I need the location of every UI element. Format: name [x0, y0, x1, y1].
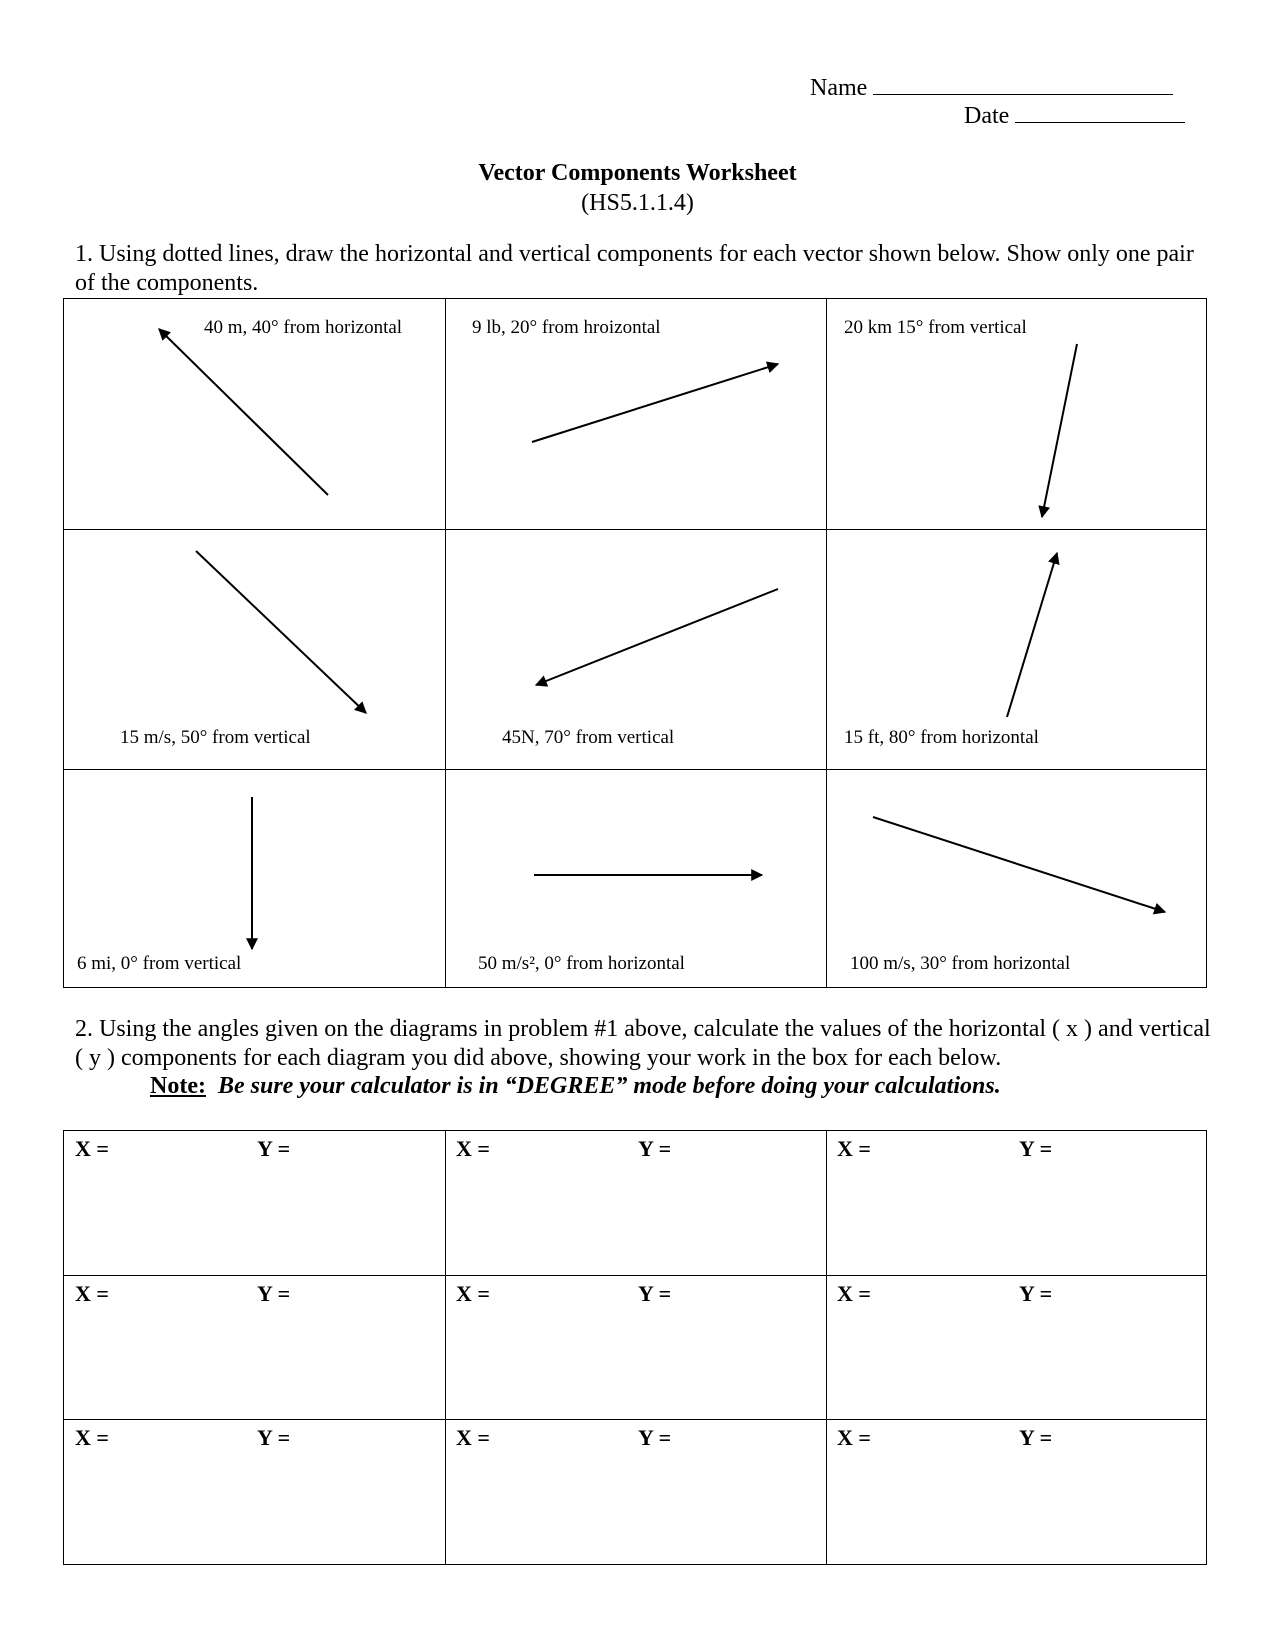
x-answer-label[interactable]: X =: [456, 1425, 490, 1450]
vector-label-6: 15 ft, 80° from horizontal: [844, 727, 1039, 748]
vector-arrow-9: [873, 817, 1165, 912]
y-answer-label[interactable]: Y =: [1019, 1136, 1053, 1161]
vector-label-8: 50 m/s², 0° from horizontal: [478, 953, 685, 974]
x-answer-label[interactable]: X =: [456, 1136, 490, 1161]
vector-arrow-6: [1007, 553, 1057, 717]
name-field[interactable]: [810, 74, 1173, 102]
date-blank[interactable]: [1015, 102, 1185, 123]
vector-arrow-3: [1042, 344, 1077, 517]
vector-arrow-1: [159, 329, 328, 495]
calculator-note: [150, 1073, 1001, 1100]
question-1-text: 1. Using dotted lines, draw the horizontal and vertical components for each vector shown below. Show only one pair of the components.: [75, 241, 1194, 296]
vector-label-1: 40 m, 40° from horizontal: [204, 317, 403, 338]
note-label: Note:: [150, 1073, 206, 1099]
y-answer-label[interactable]: Y =: [257, 1425, 291, 1450]
vector-label-5: 45N, 70° from vertical: [502, 727, 675, 748]
x-answer-label[interactable]: X =: [837, 1425, 871, 1450]
vector-label-9: 100 m/s, 30° from horizontal: [850, 953, 1071, 974]
date-label: Date: [964, 103, 1010, 129]
name-label: Name: [810, 75, 868, 101]
worksheet-title: Vector Components Worksheet: [478, 160, 797, 186]
y-answer-label[interactable]: Y =: [257, 1136, 291, 1161]
grid-divider: [826, 1131, 827, 1564]
vector-label-2: 9 lb, 20° from hroizontal: [472, 317, 661, 338]
x-answer-label[interactable]: X =: [75, 1136, 109, 1161]
name-blank[interactable]: [873, 74, 1173, 95]
y-answer-label[interactable]: Y =: [638, 1136, 672, 1161]
x-answer-label[interactable]: X =: [837, 1136, 871, 1161]
standard-code: (HS5.1.1.4): [581, 190, 694, 216]
vector-arrow-2: [532, 364, 778, 442]
date-field[interactable]: [964, 102, 1185, 130]
vector-arrow-4: [196, 551, 366, 713]
vector-label-4: 15 m/s, 50° from vertical: [120, 727, 311, 748]
x-answer-label[interactable]: X =: [75, 1281, 109, 1306]
x-answer-label[interactable]: X =: [75, 1425, 109, 1450]
y-answer-label[interactable]: Y =: [638, 1425, 672, 1450]
vector-diagram-grid: [63, 298, 1207, 988]
vector-arrow-5: [536, 589, 778, 685]
question-2-text: 2. Using the angles given on the diagrams in problem #1 above, calculate the values of the horizontal ( x ) and vertical ( y ) components for each diagram you did above, showing your work in the box for each below.: [75, 1016, 1211, 1071]
x-answer-label[interactable]: X =: [456, 1281, 490, 1306]
y-answer-label[interactable]: Y =: [257, 1281, 291, 1306]
grid-divider: [64, 1419, 1206, 1420]
answer-grid: [63, 1130, 1207, 1565]
grid-divider: [445, 1131, 446, 1564]
note-text: Be sure your calculator is in “DEGREE” mode before doing your calculations.: [217, 1073, 1001, 1099]
vector-arrows: [64, 299, 1208, 989]
x-answer-label[interactable]: X =: [837, 1281, 871, 1306]
y-answer-label[interactable]: Y =: [638, 1281, 672, 1306]
grid-divider: [64, 1275, 1206, 1276]
vector-label-7: 6 mi, 0° from vertical: [77, 953, 242, 974]
y-answer-label[interactable]: Y =: [1019, 1425, 1053, 1450]
vector-label-3: 20 km 15° from vertical: [844, 317, 1027, 338]
y-answer-label[interactable]: Y =: [1019, 1281, 1053, 1306]
